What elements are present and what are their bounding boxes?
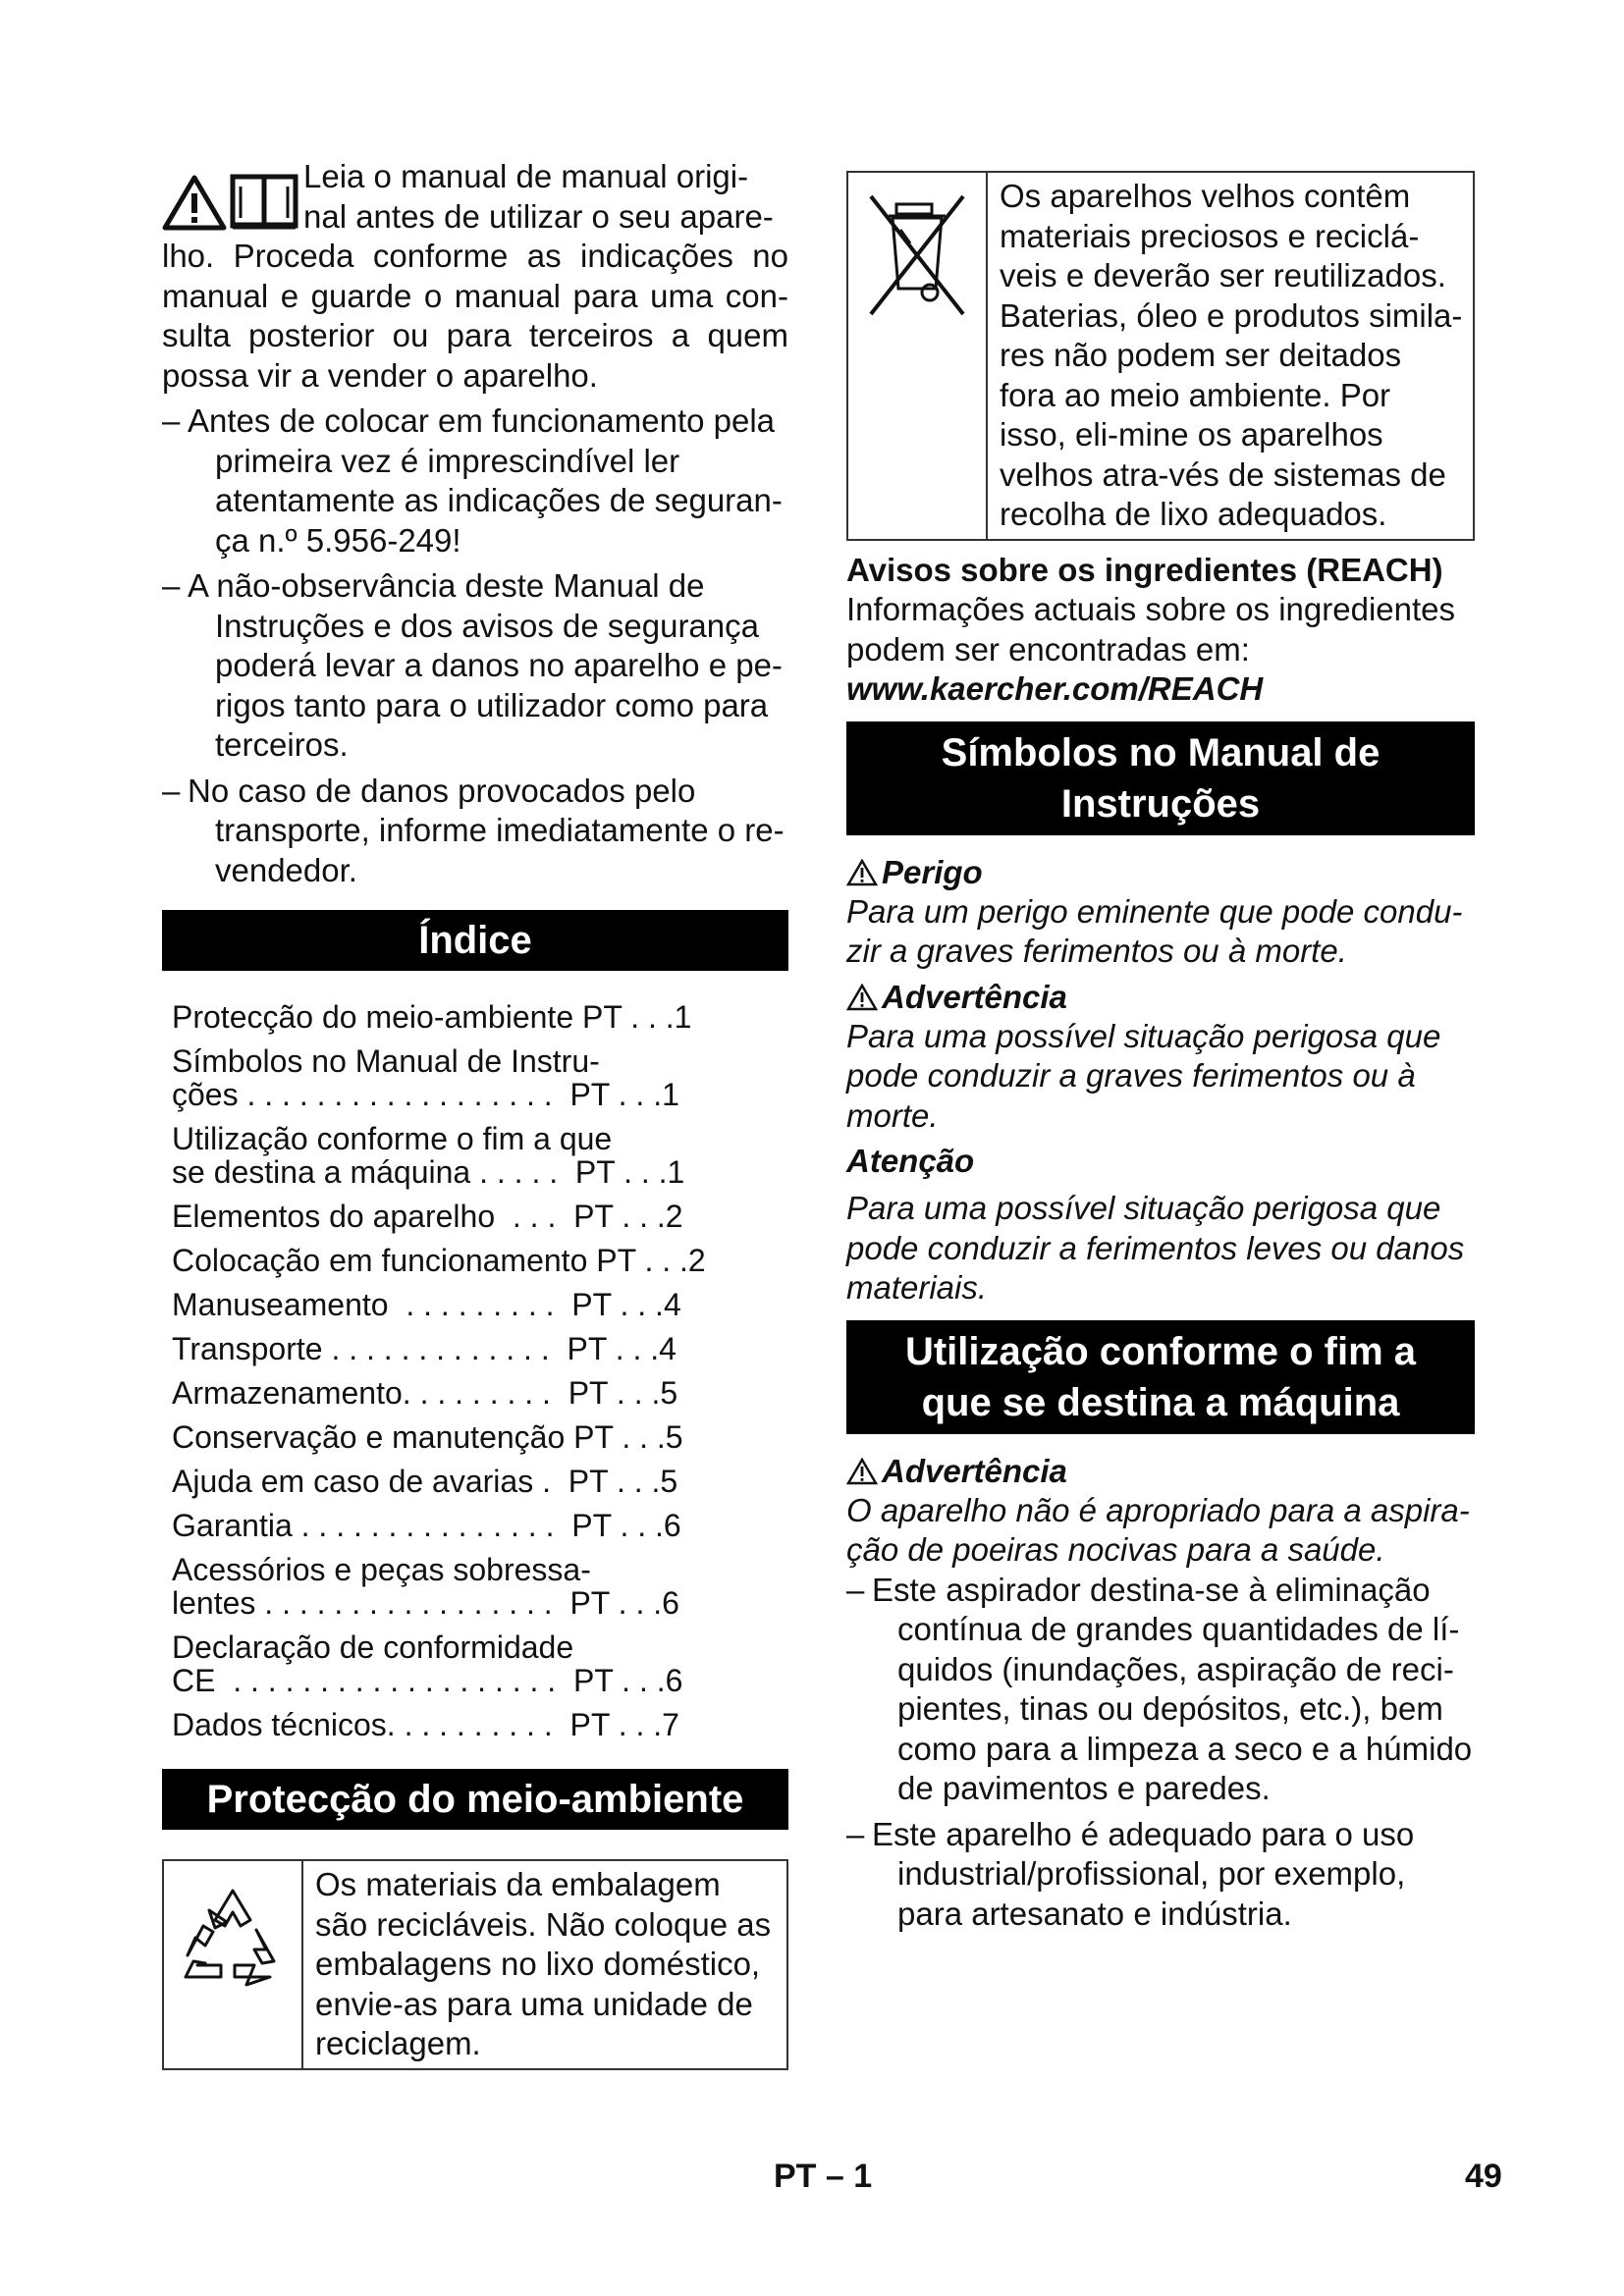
warning-triangle-icon [846, 859, 878, 886]
intro-line-1: Leia o manual de manual origi- [303, 158, 749, 194]
list-dash: – [162, 402, 181, 439]
toc-entry[interactable]: Manuseamento . . . . . . . . . PT . . .4 [172, 1287, 681, 1322]
toc-entry[interactable]: Transporte . . . . . . . . . . . . . PT . . .4 [172, 1331, 677, 1366]
toc-entry[interactable]: Declaração de conformidade CE . . . . . . . . . . . . . . . . . . . PT . . .6 [172, 1629, 683, 1698]
symbols-heading-line: Símbolos no Manual de [941, 730, 1380, 774]
disposal-text: Os aparelhos velhos contêm materiais preciosos e reciclá-veis e deverão ser reutilizados. Baterias, óleo e produtos simila-res não podem ser deitados fora ao meio ambiente. Por isso, eli-mine os aparelhos velhos atra-vés de sistemas de recolha de lixo adequados. [1000, 178, 1463, 532]
usage-heading [846, 1320, 1475, 1434]
table-of-contents [172, 1000, 788, 1741]
read-manual-book-icon [229, 173, 299, 232]
toc-entry[interactable]: Elementos do aparelho . . . PT . . .2 [172, 1199, 683, 1234]
crossed-bin-icon [863, 187, 971, 324]
caution-label [846, 1142, 1475, 1181]
danger-label-text: Perigo [882, 853, 983, 890]
toc-entry[interactable]: Conservação e manutenção PT . . .5 [172, 1419, 683, 1455]
intro-item-text: No caso de danos provocados pelo transporte, informe imediatamente o re-vendedor. [188, 772, 785, 888]
reach-link[interactable]: www.kaercher.com/REACH [846, 670, 1264, 707]
list-dash: – [846, 1815, 865, 1852]
warning-triangle-icon [162, 174, 227, 231]
recycling-box [162, 1859, 788, 2070]
danger-text: Para um perigo eminente que pode condu-zir a graves ferimentos ou à morte. [846, 892, 1463, 969]
environment-heading: Protecção do meio-ambiente [162, 1769, 788, 1830]
usage-heading-line: Utilização conforme o fim a [904, 1329, 1417, 1373]
footer-section: PT – 1 [774, 2158, 873, 2195]
intro-list-item [162, 566, 788, 766]
toc-entry[interactable]: Dados técnicos. . . . . . . . . . PT . . .7 [172, 1707, 679, 1742]
intro-line-2: nal antes de utilizar o seu apare- [303, 197, 774, 235]
usage-warning-label-text: Advertência [882, 1452, 1067, 1489]
toc-entry[interactable]: Ajuda em caso de avarias . PT . . .5 [172, 1464, 678, 1499]
right-column [846, 171, 1475, 1934]
usage-list-item [846, 1571, 1475, 1809]
reach-text: Informações actuais sobre os ingredientes podem ser encontradas em: [846, 591, 1456, 667]
danger-label [846, 853, 1475, 892]
index-heading: Índice [162, 910, 788, 971]
intro-list-item [162, 772, 788, 891]
list-dash: – [846, 1571, 865, 1608]
warning-manual-icons [162, 167, 307, 237]
reach-title: Avisos sobre os ingredientes (REACH) [846, 551, 1443, 588]
list-dash: – [162, 772, 181, 809]
toc-entry[interactable]: Utilização conforme o fim a que se destina a máquina . . . . . PT . . .1 [172, 1121, 685, 1190]
disposal-icon-cell [848, 173, 988, 539]
caution-label-text: Atenção [846, 1143, 975, 1179]
usage-heading-line: que se destina a máquina [921, 1380, 1400, 1424]
list-dash: – [162, 567, 181, 604]
warning-triangle-icon [846, 1458, 878, 1485]
symbols-heading-line: Instruções [1060, 781, 1261, 826]
intro-list-item [162, 401, 788, 561]
warning-text: Para uma possível situação perigosa que pode conduzir a graves ferimentos ou à morte. [846, 1017, 1441, 1134]
symbols-heading [846, 721, 1475, 835]
warning-triangle-icon [846, 984, 878, 1011]
toc-entry[interactable]: Acessórios e peças sobressa- lentes . . . . . . . . . . . . . . . . . PT . . .6 [172, 1552, 679, 1621]
caution-text: Para uma possível situação perigosa que pode conduzir a ferimentos leves ou danos materiais. [846, 1190, 1465, 1306]
warning-label-text: Advertência [882, 978, 1067, 1015]
toc-entry[interactable]: Colocação em funcionamento PT . . .2 [172, 1243, 706, 1278]
toc-entry[interactable]: Armazenamento. . . . . . . . . PT . . .5 [172, 1375, 678, 1411]
usage-warning-label [846, 1452, 1475, 1491]
recycling-icon [172, 1883, 294, 2004]
intro-item-text: A não-observância deste Manual de Instruções e dos avisos de segurança poderá levar a danos no aparelho e pe-rigos tanto para o utilizador como para terceiros. [188, 567, 783, 763]
left-column [162, 157, 788, 2070]
recycling-icon-cell [164, 1861, 303, 2068]
toc-entry[interactable]: Protecção do meio-ambiente PT . . .1 [172, 999, 692, 1035]
usage-list-item [846, 1815, 1475, 1935]
warning-label [846, 978, 1475, 1017]
intro-item-text: Antes de colocar em funcionamento pela primeira vez é imprescindível ler atentamente as indicações de seguran-ça n.º 5.956-249! [188, 402, 783, 559]
intro-first-lines [162, 157, 788, 237]
usage-item-text: Este aparelho é adequado para o uso industrial/profissional, por exemplo, para artesanato e indústria. [872, 1815, 1415, 1932]
page-number: 49 [1465, 2158, 1502, 2195]
disposal-box [846, 171, 1475, 541]
usage-item-text: Este aspirador destina-se à eliminação contínua de grandes quantidades de lí-quidos (inundações, aspiração de reci-pientes, tinas ou depósitos, etc.), bem como para a limpeza a seco e a húmido de pavimentos e paredes. [872, 1571, 1473, 1806]
toc-entry[interactable]: Símbolos no Manual de Instru- ções . . . . . . . . . . . . . . . . . . PT . . .1 [172, 1043, 679, 1112]
usage-warning-text: O aparelho não é apropriado para a aspira-ção de poeiras nocivas para a saúde. [846, 1491, 1470, 1568]
intro-paragraph: lho. Proceda conforme as indicações no manual e guarde o manual para uma con-sulta posterior ou para terceiros a quem possa vir a vender o aparelho. [162, 238, 788, 394]
toc-entry[interactable]: Garantia . . . . . . . . . . . . . . . PT . . .6 [172, 1508, 681, 1543]
recycling-text: Os materiais da embalagem são recicláveis. Não coloque as embalagens no lixo doméstico, envie-as para uma unidade de reciclagem. [315, 1866, 772, 2061]
